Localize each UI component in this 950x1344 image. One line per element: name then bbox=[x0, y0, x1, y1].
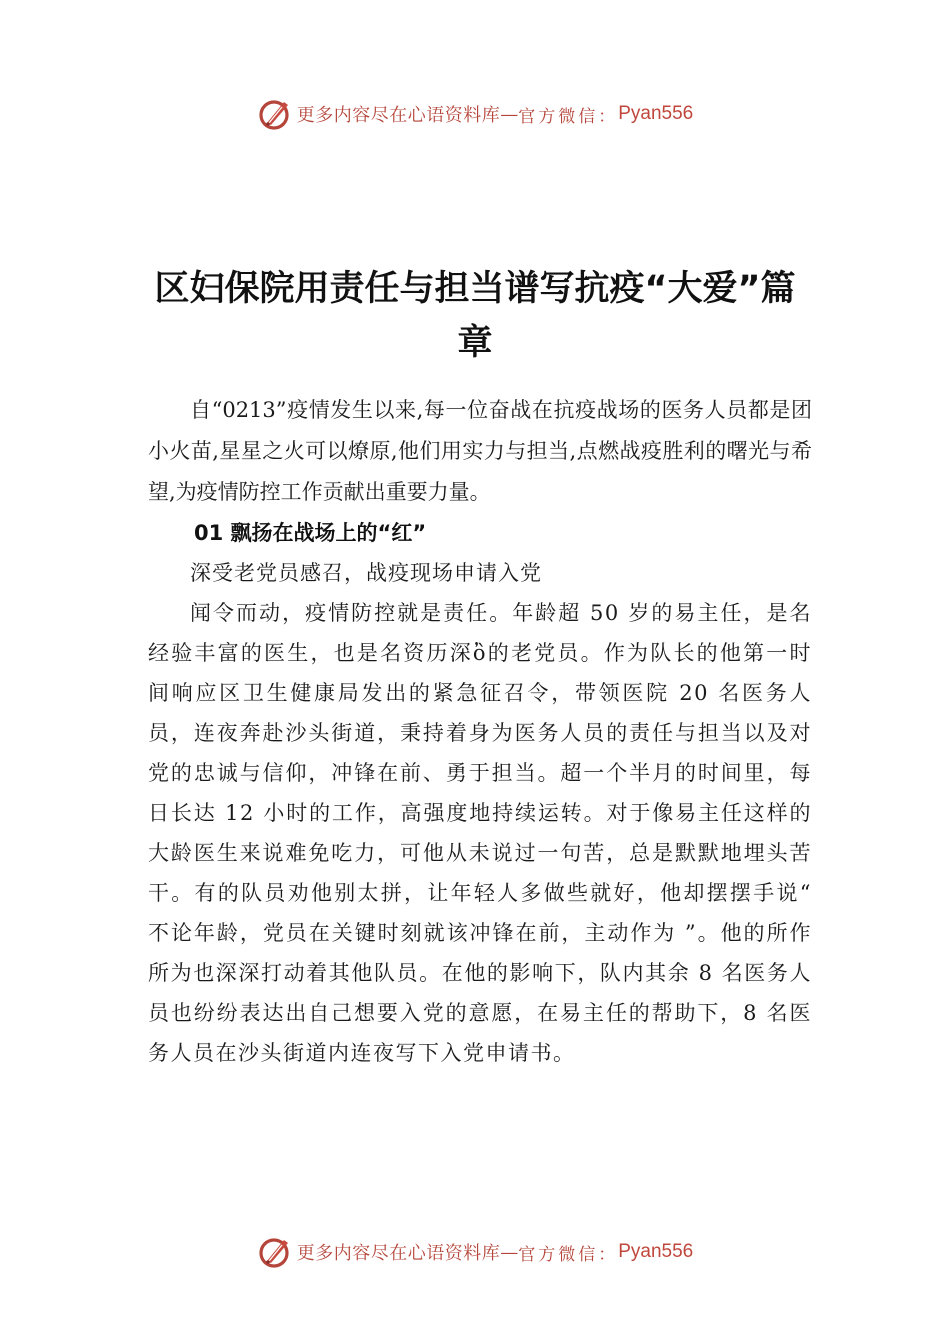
feather-pen-logo-icon bbox=[257, 1234, 293, 1270]
header-banner bbox=[0, 94, 950, 134]
banner-wechat-id: Pyan556 bbox=[618, 1241, 694, 1262]
document-body bbox=[148, 390, 812, 1073]
feather-pen-logo-icon bbox=[257, 96, 293, 132]
banner-text: 更多内容尽在心语资料库 bbox=[296, 1243, 501, 1264]
intro-paragraph: 自“0213”疫情发生以来,每一位奋战在抗疫战场的医务人员都是团小火苗,星星之火可以燎原,他们用实力与担当,点燃战疫胜利的曙光与希望,为疫情防控工作贡献出重要力量。 bbox=[148, 398, 812, 504]
document-title: 区妇保院用责任与担当谱写抗疫“大爱”篇章 bbox=[154, 269, 796, 363]
main-paragraph: 闻令而动，疫情防控就是责任。年龄超 50 岁的易主任，是名经验丰富的医生，也是名资历深ὂ的老党员。作为队长的他第一时间响应区卫生健康局发出的紧急征召令，带领医院 20 名医务人员，连夜奔赴沙头街道，秉持着身为医务人员的责任与担当以及对党的忠诚与信仰，冲锋在前、勇于担当。超一个半月的时间里，每日长达 12 小时的工作，高强度地持续运转。对于像易主任这样的大龄医生来说难免吃力，可他从未说过一句苦，总是默默地埋头苦干。有的队员劝他别太拼，让年轻人多做些就好，他却摆摆手说“ 不论年龄，党员在关键时刻就该冲锋在前，主动作为 ”。他的所作所为也深深打动着其他队员。在他的影响下，队内其余 8 名医务人员也纷纷表达出自己想要入党的意愿，在易主任的帮助下，8 名医务人员在沙头街道内连夜写下入党申请书。 bbox=[148, 601, 812, 1065]
subheading: 深受老党员感召，战疫现场申请入党 bbox=[190, 561, 542, 585]
banner-text: 更多内容尽在心语资料库 bbox=[296, 105, 501, 126]
banner-wechat-label: 官方微信： bbox=[518, 1244, 619, 1265]
banner-wechat-id: Pyan556 bbox=[618, 103, 694, 124]
banner-separator: — bbox=[500, 103, 519, 125]
section-heading: 01 飘扬在战场上的“红” bbox=[194, 521, 427, 545]
banner-separator: — bbox=[500, 1241, 519, 1263]
footer-banner bbox=[0, 1232, 950, 1272]
banner-wechat-label: 官方微信： bbox=[518, 106, 619, 127]
